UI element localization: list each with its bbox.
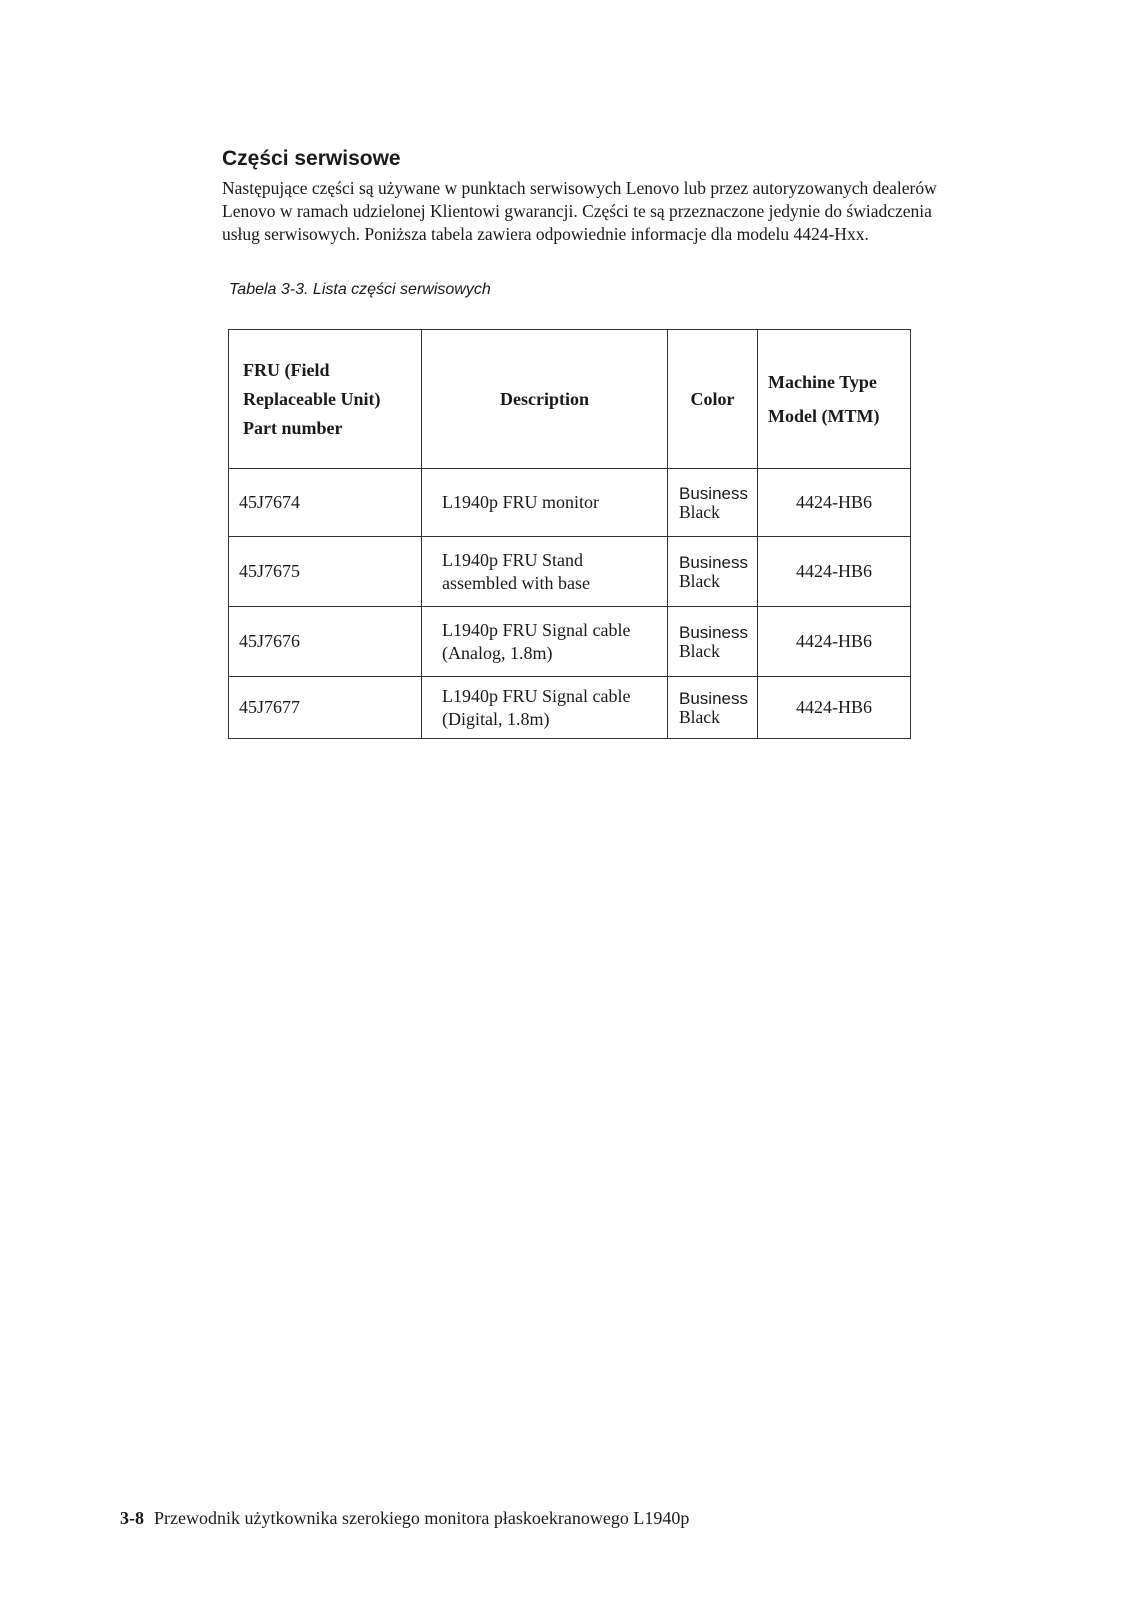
part-number-cell: 45J7675: [229, 537, 422, 607]
header-machine-type-model: [758, 330, 911, 469]
color-line: Business: [679, 483, 748, 503]
color-line: Black: [679, 570, 720, 591]
description-line: L1940p FRU Stand: [442, 549, 584, 570]
description-cell: [422, 607, 668, 677]
description-cell: [422, 469, 668, 537]
description-line: L1940p FRU monitor: [442, 492, 600, 512]
page-number: 3-8: [120, 1508, 144, 1528]
color-line: Business: [679, 552, 748, 572]
intro-paragraph: Następujące części są używane w punktach serwisowych Lenovo lub przez autoryzowanych dealerów Lenovo w ramach udzielonej Klientowi gwarancji. Części te są przeznaczone jedynie do świadczenia usług serwisowych. Poniższa tabela zawiera odpowiednie informacje dla modelu 4424-Hxx.: [222, 178, 937, 244]
color-line: Business: [679, 688, 748, 708]
table-caption: Tabela 3-3. Lista części serwisowych: [229, 281, 491, 298]
description-line: L1940p FRU Signal cable: [442, 685, 631, 706]
header-fru-part-number: [229, 330, 422, 469]
color-line: Black: [679, 640, 720, 661]
footer-title: Przewodnik użytkownika szerokiego monitora płaskoekranowego L1940p: [154, 1508, 690, 1528]
part-number-cell: 45J7676: [229, 607, 422, 677]
table-row: [229, 537, 911, 607]
header-mtm-line: Model (MTM): [768, 406, 880, 426]
color-line: Business: [679, 622, 748, 642]
section-heading: Części serwisowe: [222, 147, 401, 170]
description-line: (Digital, 1.8m): [442, 708, 550, 729]
table-row: [229, 677, 911, 739]
table-header-row: [229, 330, 911, 469]
description-line: assembled with base: [442, 572, 590, 593]
header-description: Description: [422, 330, 668, 469]
color-line: Black: [679, 501, 720, 522]
color-line: Black: [679, 706, 720, 727]
header-color: Color: [668, 330, 758, 469]
table-row: [229, 469, 911, 537]
header-fru-line: Replaceable Unit): [243, 388, 381, 409]
color-cell: [668, 677, 758, 739]
part-number-cell: 45J7677: [229, 677, 422, 739]
table-row: [229, 607, 911, 677]
description-cell: [422, 677, 668, 739]
header-mtm-line: Machine Type: [768, 372, 877, 392]
mtm-cell: 4424-HB6: [758, 537, 911, 607]
color-cell: [668, 607, 758, 677]
description-line: (Analog, 1.8m): [442, 642, 553, 663]
color-cell: [668, 537, 758, 607]
mtm-cell: 4424-HB6: [758, 607, 911, 677]
color-cell: [668, 469, 758, 537]
description-cell: [422, 537, 668, 607]
mtm-cell: 4424-HB6: [758, 469, 911, 537]
header-fru-line: Part number: [243, 417, 343, 438]
description-line: L1940p FRU Signal cable: [442, 619, 631, 640]
page-footer: [120, 1508, 689, 1529]
mtm-cell: 4424-HB6: [758, 677, 911, 739]
service-parts-table: [228, 329, 911, 739]
header-fru-line: FRU (Field: [243, 359, 330, 380]
part-number-cell: 45J7674: [229, 469, 422, 537]
